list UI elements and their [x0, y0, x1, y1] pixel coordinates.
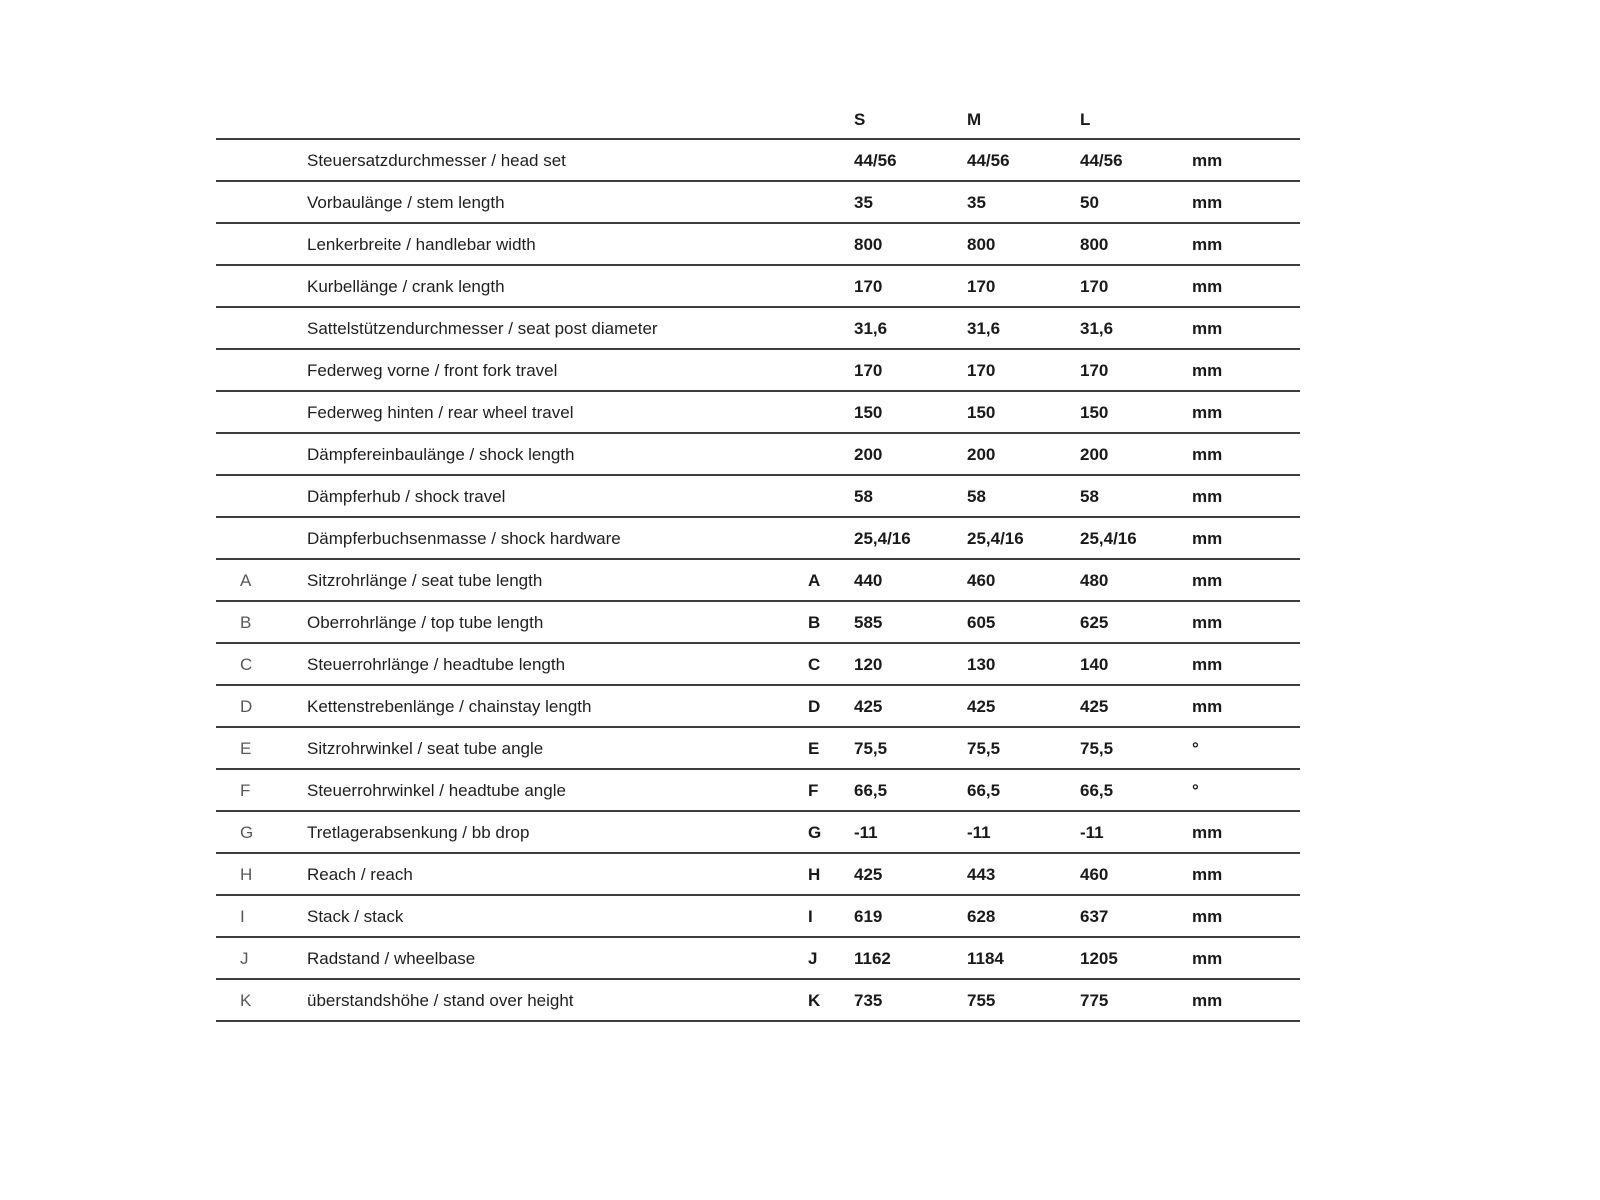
- row-value-m: -11: [967, 822, 991, 842]
- row-value-l: 75,5: [1080, 738, 1114, 758]
- row-value-s: 440: [854, 570, 883, 590]
- table-row: [216, 854, 1300, 896]
- row-letter: B: [240, 612, 252, 632]
- row-value-l: 66,5: [1080, 780, 1114, 800]
- row-unit: mm: [1192, 360, 1223, 380]
- row-unit: mm: [1192, 234, 1223, 254]
- row-value-s: 200: [854, 444, 883, 464]
- row-value-m: 605: [967, 612, 996, 632]
- row-unit: mm: [1192, 444, 1223, 464]
- row-value-l: 50: [1080, 192, 1099, 212]
- row-letter-repeat: D: [808, 696, 821, 716]
- row-value-m: 130: [967, 654, 996, 674]
- table-row: [216, 980, 1300, 1022]
- row-label: Sitzrohrwinkel / seat tube angle: [307, 738, 544, 758]
- row-unit: mm: [1192, 990, 1223, 1010]
- row-value-s: 31,6: [854, 318, 888, 338]
- table-row: [216, 560, 1300, 602]
- row-label: Lenkerbreite / handlebar width: [307, 234, 536, 254]
- row-unit: mm: [1192, 906, 1223, 926]
- row-letter: H: [240, 864, 253, 884]
- row-letter-repeat: A: [808, 570, 821, 590]
- table-body: [216, 140, 1300, 1022]
- table-row: [216, 686, 1300, 728]
- row-label: Steuerrohrwinkel / headtube angle: [307, 780, 566, 800]
- row-letter: I: [240, 906, 245, 926]
- row-value-l: 44/56: [1080, 150, 1123, 170]
- row-value-s: 735: [854, 990, 883, 1010]
- row-value-m: 1184: [967, 948, 1004, 968]
- column-header-size-s: S: [854, 109, 866, 129]
- row-label: Dämpferhub / shock travel: [307, 486, 506, 506]
- row-letter-repeat: C: [808, 654, 821, 674]
- row-value-s: 170: [854, 276, 883, 296]
- row-label: Kettenstrebenlänge / chainstay length: [307, 696, 592, 716]
- table-row: [216, 896, 1300, 938]
- row-label: Stack / stack: [307, 906, 404, 926]
- row-value-m: 31,6: [967, 318, 1001, 338]
- row-value-s: 425: [854, 696, 883, 716]
- row-label: Oberrohrlänge / top tube length: [307, 612, 544, 632]
- row-value-l: 140: [1080, 654, 1109, 674]
- row-unit: mm: [1192, 570, 1223, 590]
- table-row: [216, 770, 1300, 812]
- row-value-s: 66,5: [854, 780, 888, 800]
- column-header-size-m: M: [967, 109, 982, 129]
- geometry-spec-table: [216, 100, 1300, 1022]
- row-letter-repeat: K: [808, 990, 821, 1010]
- row-letter: D: [240, 696, 253, 716]
- row-value-m: 66,5: [967, 780, 1001, 800]
- row-value-l: 625: [1080, 612, 1109, 632]
- row-value-s: -11: [854, 822, 878, 842]
- table-row: [216, 182, 1300, 224]
- row-value-l: 200: [1080, 444, 1109, 464]
- row-value-s: 58: [854, 486, 873, 506]
- row-value-s: 170: [854, 360, 883, 380]
- row-value-s: 425: [854, 864, 883, 884]
- row-value-s: 75,5: [854, 738, 888, 758]
- row-label: Steuersatzdurchmesser / head set: [307, 150, 566, 170]
- row-unit: mm: [1192, 318, 1223, 338]
- row-value-l: 460: [1080, 864, 1109, 884]
- row-unit: °: [1192, 738, 1199, 758]
- row-letter-repeat: F: [808, 780, 819, 800]
- row-unit: mm: [1192, 402, 1223, 422]
- row-value-l: 800: [1080, 234, 1109, 254]
- table-row: [216, 602, 1300, 644]
- row-value-l: 637: [1080, 906, 1109, 926]
- row-label: Vorbaulänge / stem length: [307, 192, 505, 212]
- table-row: [216, 812, 1300, 854]
- row-letter-repeat: G: [808, 822, 822, 842]
- row-letter: K: [240, 990, 252, 1010]
- row-unit: mm: [1192, 696, 1223, 716]
- row-value-m: 460: [967, 570, 996, 590]
- row-unit: mm: [1192, 864, 1223, 884]
- row-value-m: 58: [967, 486, 986, 506]
- row-value-s: 120: [854, 654, 883, 674]
- row-letter-repeat: I: [808, 906, 813, 926]
- row-label: Tretlagerabsenkung / bb drop: [307, 822, 530, 842]
- row-letter-repeat: B: [808, 612, 821, 632]
- row-value-m: 755: [967, 990, 996, 1010]
- row-value-s: 1162: [854, 948, 891, 968]
- row-value-m: 800: [967, 234, 996, 254]
- table-row: [216, 140, 1300, 182]
- row-value-l: 150: [1080, 402, 1109, 422]
- row-value-s: 35: [854, 192, 873, 212]
- row-value-m: 425: [967, 696, 996, 716]
- row-value-m: 25,4/16: [967, 528, 1024, 548]
- row-unit: °: [1192, 780, 1199, 800]
- table-row: [216, 476, 1300, 518]
- row-unit: mm: [1192, 192, 1223, 212]
- row-letter: G: [240, 822, 254, 842]
- row-letter-repeat: E: [808, 738, 820, 758]
- table-row: [216, 392, 1300, 434]
- row-label: überstandshöhe / stand over height: [307, 990, 574, 1010]
- table-row: [216, 434, 1300, 476]
- row-value-m: 170: [967, 276, 996, 296]
- column-header-size-l: L: [1080, 109, 1091, 129]
- row-label: Radstand / wheelbase: [307, 948, 476, 968]
- row-value-m: 200: [967, 444, 996, 464]
- table-row: [216, 266, 1300, 308]
- row-letter-repeat: H: [808, 864, 821, 884]
- row-letter: C: [240, 654, 253, 674]
- row-value-l: 31,6: [1080, 318, 1114, 338]
- row-letter: F: [240, 780, 251, 800]
- row-value-m: 628: [967, 906, 996, 926]
- row-unit: mm: [1192, 150, 1223, 170]
- row-value-s: 585: [854, 612, 883, 632]
- row-value-s: 25,4/16: [854, 528, 911, 548]
- row-value-l: 1205: [1080, 948, 1118, 968]
- row-value-s: 800: [854, 234, 883, 254]
- row-value-l: -11: [1080, 822, 1104, 842]
- row-label: Dämpferbuchsenmasse / shock hardware: [307, 528, 621, 548]
- row-label: Steuerrohrlänge / headtube length: [307, 654, 566, 674]
- table-header-row: [216, 100, 1300, 140]
- row-label: Federweg vorne / front fork travel: [307, 360, 558, 380]
- row-value-l: 775: [1080, 990, 1109, 1010]
- table-row: [216, 224, 1300, 266]
- row-label: Dämpfereinbaulänge / shock length: [307, 444, 575, 464]
- row-unit: mm: [1192, 654, 1223, 674]
- table-row: [216, 644, 1300, 686]
- table-row: [216, 308, 1300, 350]
- row-value-m: 35: [967, 192, 986, 212]
- row-value-m: 170: [967, 360, 996, 380]
- row-label: Reach / reach: [307, 864, 413, 884]
- row-value-l: 480: [1080, 570, 1109, 590]
- row-unit: mm: [1192, 822, 1223, 842]
- row-unit: mm: [1192, 612, 1223, 632]
- table-row: [216, 938, 1300, 980]
- row-value-l: 58: [1080, 486, 1099, 506]
- row-letter: J: [240, 948, 249, 968]
- row-value-l: 170: [1080, 360, 1109, 380]
- row-value-s: 44/56: [854, 150, 897, 170]
- row-label: Sitzrohrlänge / seat tube length: [307, 570, 543, 590]
- row-unit: mm: [1192, 486, 1223, 506]
- row-value-l: 25,4/16: [1080, 528, 1137, 548]
- row-label: Kurbellänge / crank length: [307, 276, 505, 296]
- row-label: Sattelstützendurchmesser / seat post diameter: [307, 318, 658, 338]
- row-label: Federweg hinten / rear wheel travel: [307, 402, 574, 422]
- row-letter-repeat: J: [808, 948, 818, 968]
- row-value-l: 425: [1080, 696, 1109, 716]
- row-unit: mm: [1192, 948, 1223, 968]
- row-value-m: 150: [967, 402, 996, 422]
- table-row: [216, 728, 1300, 770]
- row-value-m: 75,5: [967, 738, 1001, 758]
- row-value-l: 170: [1080, 276, 1109, 296]
- row-value-m: 44/56: [967, 150, 1010, 170]
- row-value-s: 150: [854, 402, 883, 422]
- row-value-m: 443: [967, 864, 996, 884]
- row-letter: A: [240, 570, 252, 590]
- row-unit: mm: [1192, 276, 1223, 296]
- row-letter: E: [240, 738, 252, 758]
- row-unit: mm: [1192, 528, 1223, 548]
- table-row: [216, 518, 1300, 560]
- row-value-s: 619: [854, 906, 883, 926]
- table-row: [216, 350, 1300, 392]
